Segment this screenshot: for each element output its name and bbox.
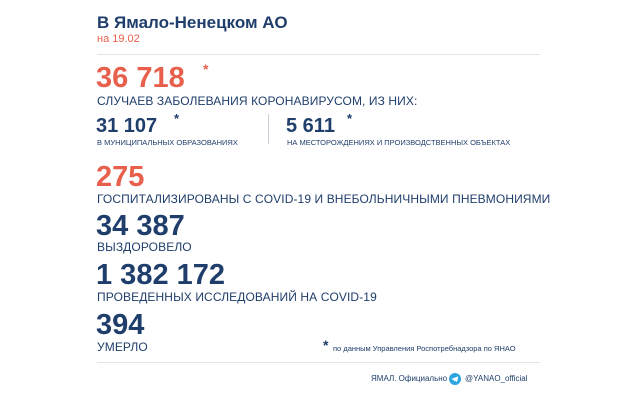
deaths-label: УМЕРЛО <box>97 340 148 354</box>
page-title: В Ямало-Ненецком АО <box>97 13 288 32</box>
header-divider <box>97 54 540 55</box>
report-date: на 19.02 <box>97 33 140 45</box>
deaths-value: 394 <box>96 309 145 341</box>
municipal-cases-asterisk: * <box>174 111 180 126</box>
total-cases-value: 36 718 <box>96 62 185 94</box>
municipal-cases-label: В МУНИЦИПАЛЬНЫХ ОБРАЗОВАНИЯХ <box>97 138 238 147</box>
hospitalized-label: ГОСПИТАЛИЗИРОВАНЫ С COVID-19 И ВНЕБОЛЬНИЧНЫМИ ПНЕВМОНИЯМИ <box>97 192 551 206</box>
fields-cases-label: НА МЕСТОРОЖДЕНИЯХ И ПРОИЗВОДСТВЕННЫХ ОБЪЕКТАХ <box>287 138 511 147</box>
recovered-value: 34 387 <box>96 210 185 242</box>
telegram-icon <box>449 372 461 384</box>
telegram-handle[interactable]: @YANAO_official <box>465 374 528 383</box>
column-separator <box>268 114 269 144</box>
municipal-cases-value: 31 107 <box>96 115 158 137</box>
fields-cases-asterisk: * <box>347 111 353 126</box>
fields-cases-value: 5 611 <box>286 115 335 137</box>
total-cases-asterisk: * <box>203 61 209 77</box>
footnote-asterisk: * <box>323 337 329 353</box>
hospitalized-value: 275 <box>96 161 145 193</box>
source-label: ЯМАЛ. Официально <box>371 374 448 383</box>
recovered-label: ВЫЗДОРОВЕЛО <box>97 240 192 254</box>
tests-value: 1 382 172 <box>96 259 226 291</box>
footnote-text: по данным Управления Роспотребнадзора по ЯНАО <box>333 344 516 353</box>
total-cases-label: СЛУЧАЕВ ЗАБОЛЕВАНИЯ КОРОНАВИРУСОМ, ИЗ НИХ: <box>97 94 418 108</box>
footer-divider <box>97 362 540 363</box>
tests-label: ПРОВЕДЕННЫХ ИССЛЕДОВАНИЙ НА COVID-19 <box>97 290 377 304</box>
